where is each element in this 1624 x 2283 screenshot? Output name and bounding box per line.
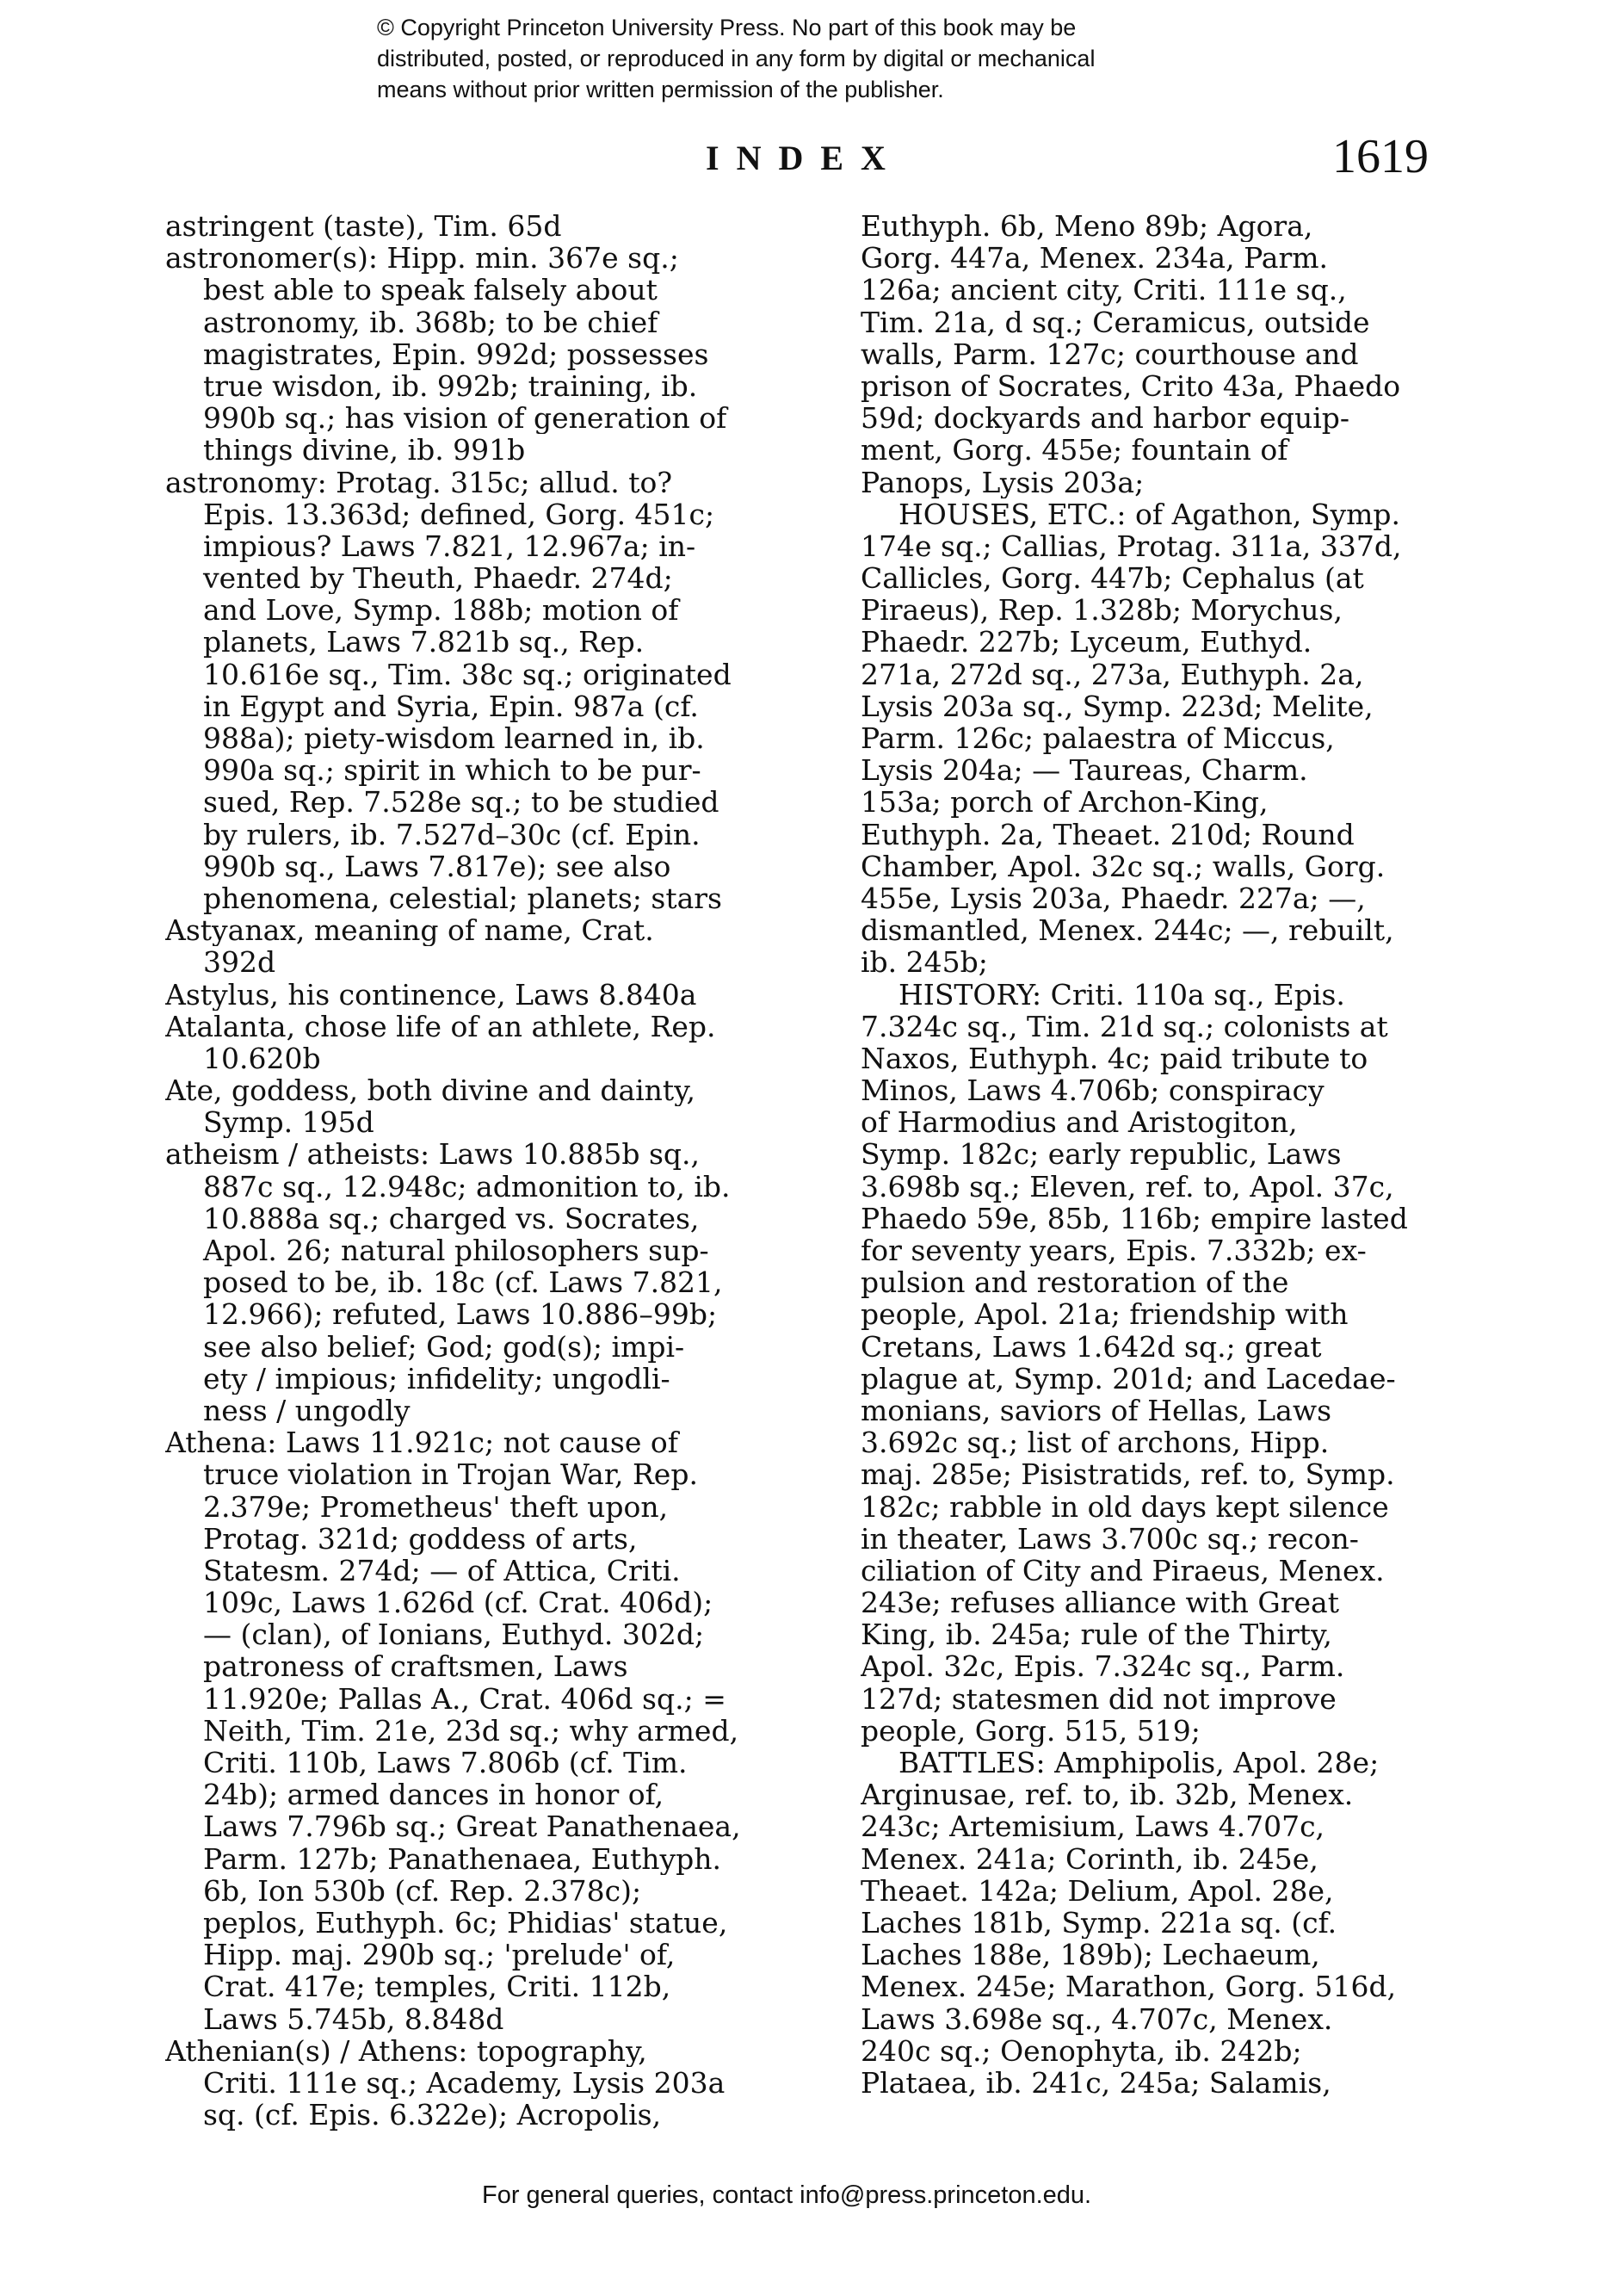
index-line: Menex. 241a; Corinth, ib. 245e, (861, 1842, 1318, 1875)
index-line: Phaedr. 227b; Lyceum, Euthyd. (861, 626, 1312, 659)
index-line: astronomer(s): Hipp. min. 367e sq.; (165, 242, 679, 275)
index-line: Laches 181b, Symp. 221a sq. (cf. (861, 1906, 1337, 1940)
index-line: 127d; statesmen did not improve (861, 1682, 1337, 1715)
index-line: King, ib. 245a; rule of the Thirty, (861, 1618, 1332, 1651)
index-line: Protag. 321d; goddess of arts, (203, 1522, 638, 1555)
index-line: plague at, Symp. 201d; and Lacedae- (861, 1362, 1396, 1395)
index-line: BATTLES: Amphipolis, Apol. 28e; (898, 1747, 1380, 1779)
index-line: ment, Gorg. 455e; fountain of (861, 434, 1288, 467)
index-line: 243c; Artemisium, Laws 4.707c, (861, 1810, 1325, 1843)
index-line: Neith, Tim. 21e, 23d sq.; why armed, (203, 1714, 739, 1747)
index-line: peplos, Euthyph. 6c; Phidias' statue, (203, 1906, 728, 1940)
running-title: INDEX (706, 139, 903, 177)
index-line: Euthyph. 6b, Meno 89b; Agora, (861, 210, 1313, 243)
copyright-notice (377, 12, 1203, 105)
index-line: Hipp. maj. 290b sq.; 'prelude' of, (203, 1939, 676, 1971)
page-number: 1619 (1332, 130, 1429, 183)
index-line: — (clan), of Ionians, Euthyd. 302d; (203, 1618, 705, 1651)
index-line: things divine, ib. 991b (203, 434, 526, 467)
copyright-line: means without prior written permission of the publisher. (377, 77, 944, 102)
index-line: Laches 188e, 189b); Lechaeum, (861, 1939, 1320, 1971)
index-line: maj. 285e; Pisistratids, ref. to, Symp. (861, 1458, 1395, 1491)
index-line: 24b); armed dances in honor of, (203, 1779, 664, 1811)
index-line: sued, Rep. 7.528e sq.; to be studied (203, 786, 719, 819)
index-line: posed to be, ib. 18c (cf. Laws 7.821, (203, 1266, 723, 1299)
index-line: people, Gorg. 515, 519; (861, 1714, 1201, 1747)
index-line: Parm. 126c; palaestra of Miccus, (861, 722, 1335, 755)
index-line: Apol. 26; natural philosophers sup- (203, 1234, 709, 1267)
index-line: impious? Laws 7.821, 12.967a; in- (203, 529, 696, 563)
index-line: Lysis 203a sq., Symp. 223d; Melite, (861, 690, 1374, 722)
index-line: Astylus, his continence, Laws 8.840a (165, 978, 697, 1011)
index-line: 174e sq.; Callias, Protag. 311a, 337d, (861, 529, 1402, 563)
index-line: atheism / atheists: Laws 10.885b sq., (165, 1138, 700, 1171)
index-line: Laws 5.745b, 8.848d (203, 2002, 504, 2035)
index-line: astronomy: Protag. 315c; allud. to? (165, 466, 673, 498)
index-line: monians, saviors of Hellas, Laws (861, 1394, 1332, 1427)
index-line: 392d (203, 946, 276, 979)
index-line: truce violation in Trojan War, Rep. (203, 1458, 698, 1491)
index-line: Lysis 204a; — Taureas, Charm. (861, 754, 1308, 787)
index-line: sq. (cf. Epis. 6.322e); Acropolis, (203, 2099, 662, 2131)
index-line: magistrates, Epin. 992d; possesses (203, 337, 709, 370)
index-line: Laws 3.698e sq., 4.707c, Menex. (861, 2002, 1333, 2035)
index-line: Piraeus), Rep. 1.328b; Morychus, (861, 594, 1343, 627)
index-line: dismantled, Menex. 244c; —, rebuilt, (861, 914, 1394, 947)
index-column-left (165, 210, 776, 2131)
index-line: Symp. 195d (203, 1106, 374, 1139)
index-line: planets, Laws 7.821b sq., Rep. (203, 626, 645, 659)
index-line: 182c; rabble in old days kept silence (861, 1490, 1389, 1523)
index-line: 3.698b sq.; Eleven, ref. to, Apol. 37c, (861, 1170, 1394, 1203)
index-line: 153a; porch of Archon-King, (861, 786, 1269, 819)
index-line: 990a sq.; spirit in which to be pur- (203, 754, 701, 787)
index-line: HISTORY: Criti. 110a sq., Epis. (898, 978, 1345, 1011)
index-line: Naxos, Euthyph. 4c; paid tribute to (861, 1042, 1368, 1075)
index-line: Ate, goddess, both divine and dainty, (165, 1074, 695, 1107)
copyright-line: © Copyright Princeton University Press. No part of this book may be (377, 15, 1077, 40)
index-line: Astyanax, meaning of name, Crat. (165, 914, 654, 947)
index-line: Gorg. 447a, Menex. 234a, Parm. (861, 242, 1329, 275)
index-line: and Love, Symp. 188b; motion of (203, 594, 679, 627)
index-line: astronomy, ib. 368b; to be chief (203, 306, 658, 338)
index-line: people, Apol. 21a; friendship with (861, 1298, 1349, 1331)
index-line: Atalanta, chose life of an athlete, Rep. (165, 1010, 716, 1043)
index-line: 109c, Laws 1.626d (cf. Crat. 406d); (203, 1587, 713, 1619)
index-line: Cretans, Laws 1.642d sq.; great (861, 1330, 1322, 1363)
index-line: Theaet. 142a; Delium, Apol. 28e, (861, 1874, 1334, 1907)
index-line: in Egypt and Syria, Epin. 987a (cf. (203, 690, 699, 722)
index-line: 2.379e; Prometheus' theft upon, (203, 1490, 669, 1523)
index-line: ness / ungodly (203, 1394, 411, 1427)
index-line: Phaedo 59e, 85b, 116b; empire lasted (861, 1202, 1408, 1234)
footer-contact: For general queries, contact info@press.princeton.edu. (482, 2181, 1092, 2209)
index-line: HOUSES, ETC.: of Agathon, Symp. (898, 498, 1400, 530)
index-line: Criti. 110b, Laws 7.806b (cf. Tim. (203, 1747, 688, 1779)
index-line: Tim. 21a, d sq.; Ceramicus, outside (861, 306, 1370, 338)
index-line: Minos, Laws 4.706b; conspiracy (861, 1074, 1325, 1107)
index-line: true wisdon, ib. 992b; training, ib. (203, 369, 698, 403)
index-line: 3.692c sq.; list of archons, Hipp. (861, 1426, 1330, 1459)
index-line: prison of Socrates, Crito 43a, Phaedo (861, 369, 1401, 403)
index-line: ciliation of City and Piraeus, Menex. (861, 1554, 1385, 1587)
index-line: astringent (taste), Tim. 65d (165, 210, 562, 243)
index-line: 11.920e; Pallas A., Crat. 406d sq.; = (203, 1682, 726, 1715)
index-line: pulsion and restoration of the (861, 1266, 1289, 1299)
index-line: vented by Theuth, Phaedr. 274d; (203, 562, 673, 595)
index-line: Menex. 245e; Marathon, Gorg. 516d, (861, 1971, 1397, 2003)
copyright-line: distributed, posted, or reproduced in any form by digital or mechanical (377, 46, 1096, 71)
index-line: phenomena, celestial; planets; stars (203, 882, 722, 915)
index-line: 59d; dockyards and harbor equip- (861, 402, 1350, 435)
index-line: 6b, Ion 530b (cf. Rep. 2.378c); (203, 1874, 642, 1907)
index-line: Laws 7.796b sq.; Great Panathenaea, (203, 1810, 741, 1843)
index-column-right (861, 210, 1429, 2099)
index-line: 990b sq.; has vision of generation of (203, 402, 727, 435)
index-line: Parm. 127b; Panathenaea, Euthyph. (203, 1842, 722, 1875)
index-line: Plataea, ib. 241c, 245a; Salamis, (861, 2066, 1331, 2100)
index-line: 12.966); refuted, Laws 10.886–99b; (203, 1298, 718, 1331)
index-line: 990b sq., Laws 7.817e); see also (203, 850, 671, 882)
index-line: walls, Parm. 127c; courthouse and (861, 337, 1359, 370)
index-line: 126a; ancient city, Criti. 111e sq., (861, 274, 1347, 306)
index-line: Epis. 13.363d; defined, Gorg. 451c; (203, 498, 715, 530)
index-line: Athenian(s) / Athens: topography, (165, 2034, 647, 2067)
index-line: Symp. 182c; early republic, Laws (861, 1138, 1342, 1171)
index-line: 10.888a sq.; charged vs. Socrates, (203, 1202, 700, 1234)
index-line: Chamber, Apol. 32c sq.; walls, Gorg. (861, 850, 1386, 882)
index-line: 271a, 272d sq., 273a, Euthyph. 2a, (861, 658, 1364, 690)
index-line: 988a); piety-wisdom learned in, ib. (203, 722, 705, 755)
index-line: patroness of craftsmen, Laws (203, 1650, 628, 1683)
index-line: of Harmodius and Aristogiton, (861, 1106, 1298, 1139)
index-line: 10.616e sq., Tim. 38c sq.; originated (203, 658, 732, 690)
index-line: in theater, Laws 3.700c sq.; recon- (861, 1522, 1359, 1555)
index-line: Apol. 32c, Epis. 7.324c sq., Parm. (861, 1650, 1345, 1683)
index-line: Athena: Laws 11.921c; not cause of (165, 1426, 678, 1459)
index-line: Statesm. 274d; — of Attica, Criti. (203, 1554, 681, 1587)
index-line: 243e; refuses alliance with Great (861, 1587, 1339, 1619)
index-line: 7.324c sq., Tim. 21d sq.; colonists at (861, 1010, 1388, 1043)
index-line: Crat. 417e; temples, Criti. 112b, (203, 1971, 671, 2003)
index-line: 240c sq.; Oenophyta, ib. 242b; (861, 2034, 1302, 2067)
index-line: ety / impious; infidelity; ungodli- (203, 1362, 670, 1395)
index-line: by rulers, ib. 7.527d–30c (cf. Epin. (203, 818, 701, 851)
index-line: Panops, Lysis 203a; (861, 466, 1145, 498)
index-line: Criti. 111e sq.; Academy, Lysis 203a (203, 2066, 726, 2100)
index-line: ib. 245b; (861, 946, 988, 979)
index-line: Arginusae, ref. to, ib. 32b, Menex. (861, 1779, 1354, 1811)
index-line: 887c sq., 12.948c; admonition to, ib. (203, 1170, 731, 1203)
index-line: for seventy years, Epis. 7.332b; ex- (861, 1234, 1367, 1267)
index-line: best able to speak falsely about (203, 274, 658, 306)
index-line: 455e, Lysis 203a, Phaedr. 227a; —, (861, 882, 1366, 915)
index-line: 10.620b (203, 1042, 321, 1075)
index-line: Euthyph. 2a, Theaet. 210d; Round (861, 818, 1355, 851)
index-line: Callicles, Gorg. 447b; Cephalus (at (861, 562, 1364, 595)
index-line: see also belief; God; god(s); impi- (203, 1330, 685, 1363)
